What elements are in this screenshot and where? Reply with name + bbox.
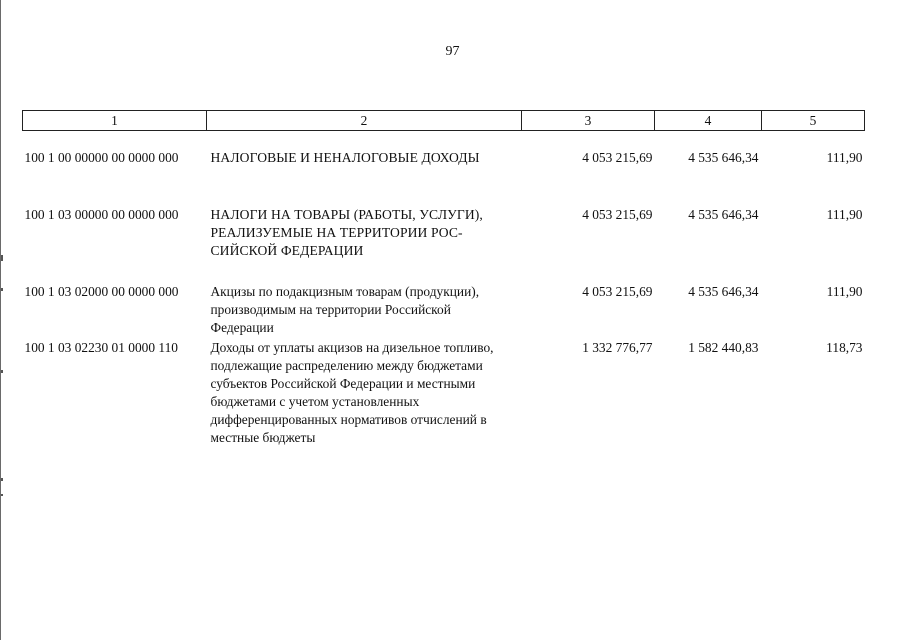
- value-col3-cell: 4 053 215,69: [582, 207, 653, 222]
- column-header-3: 3: [522, 111, 655, 131]
- value-col5-cell: 111,90: [826, 150, 863, 165]
- scan-edge-mark: [1, 370, 3, 373]
- scan-edge-mark: [1, 478, 3, 481]
- value-col4-cell: 4 535 646,34: [688, 207, 759, 222]
- income-name-cell: Акцизы по подакцизным товарам (продукции), производимым на территории Российской Федерации: [210, 284, 480, 335]
- budget-code-cell: 100 1 00 00000 00 0000 000: [24, 150, 179, 165]
- value-col4-cell: 4 535 646,34: [688, 150, 759, 165]
- value-col5-cell: 111,90: [826, 284, 863, 299]
- budget-code-cell: 100 1 03 02000 00 0000 000: [24, 284, 179, 299]
- value-col4-cell: 4 535 646,34: [688, 284, 759, 299]
- table-row: [23, 131, 865, 190]
- value-col3-cell: 1 332 776,77: [582, 340, 653, 355]
- table-row: [23, 189, 865, 266]
- table-row: [23, 266, 865, 337]
- column-header-2: 2: [207, 111, 522, 131]
- budget-code-cell: 100 1 03 00000 00 0000 000: [24, 207, 179, 222]
- income-name-cell: НАЛОГИ НА ТОВАРЫ (РАБОТЫ, УСЛУГИ), РЕАЛИЗУЕМЫЕ НА ТЕРРИТОРИИ РОС-СИЙСКОЙ ФЕДЕРАЦИИ: [210, 207, 483, 258]
- value-col5-cell: 111,90: [826, 207, 863, 222]
- scan-edge-mark: [1, 255, 3, 261]
- column-header-5: 5: [762, 111, 865, 131]
- income-name-cell: НАЛОГОВЫЕ И НЕНАЛОГОВЫЕ ДОХОДЫ: [210, 150, 480, 165]
- scan-edge-mark: [1, 494, 3, 496]
- scan-left-edge: [0, 0, 1, 640]
- value-col5-cell: 118,73: [826, 340, 863, 355]
- income-name-cell: Доходы от уплаты акцизов на дизельное топливо, подлежащие распределению между бюджетами субъектов Российской Федерации и местными бюджетами с учетом установленных дифференцированных нормативов отчислений в местные бюджеты: [210, 340, 494, 445]
- column-header-1: 1: [23, 111, 207, 131]
- scan-edge-mark: [1, 288, 3, 291]
- value-col3-cell: 4 053 215,69: [582, 284, 653, 299]
- revenue-table: [22, 110, 865, 447]
- page-number: 97: [445, 44, 460, 59]
- table-row: [23, 337, 865, 447]
- column-header-4: 4: [655, 111, 762, 131]
- value-col3-cell: 4 053 215,69: [582, 150, 653, 165]
- value-col4-cell: 1 582 440,83: [688, 340, 759, 355]
- budget-code-cell: 100 1 03 02230 01 0000 110: [24, 340, 178, 355]
- table-header-row: [23, 111, 865, 131]
